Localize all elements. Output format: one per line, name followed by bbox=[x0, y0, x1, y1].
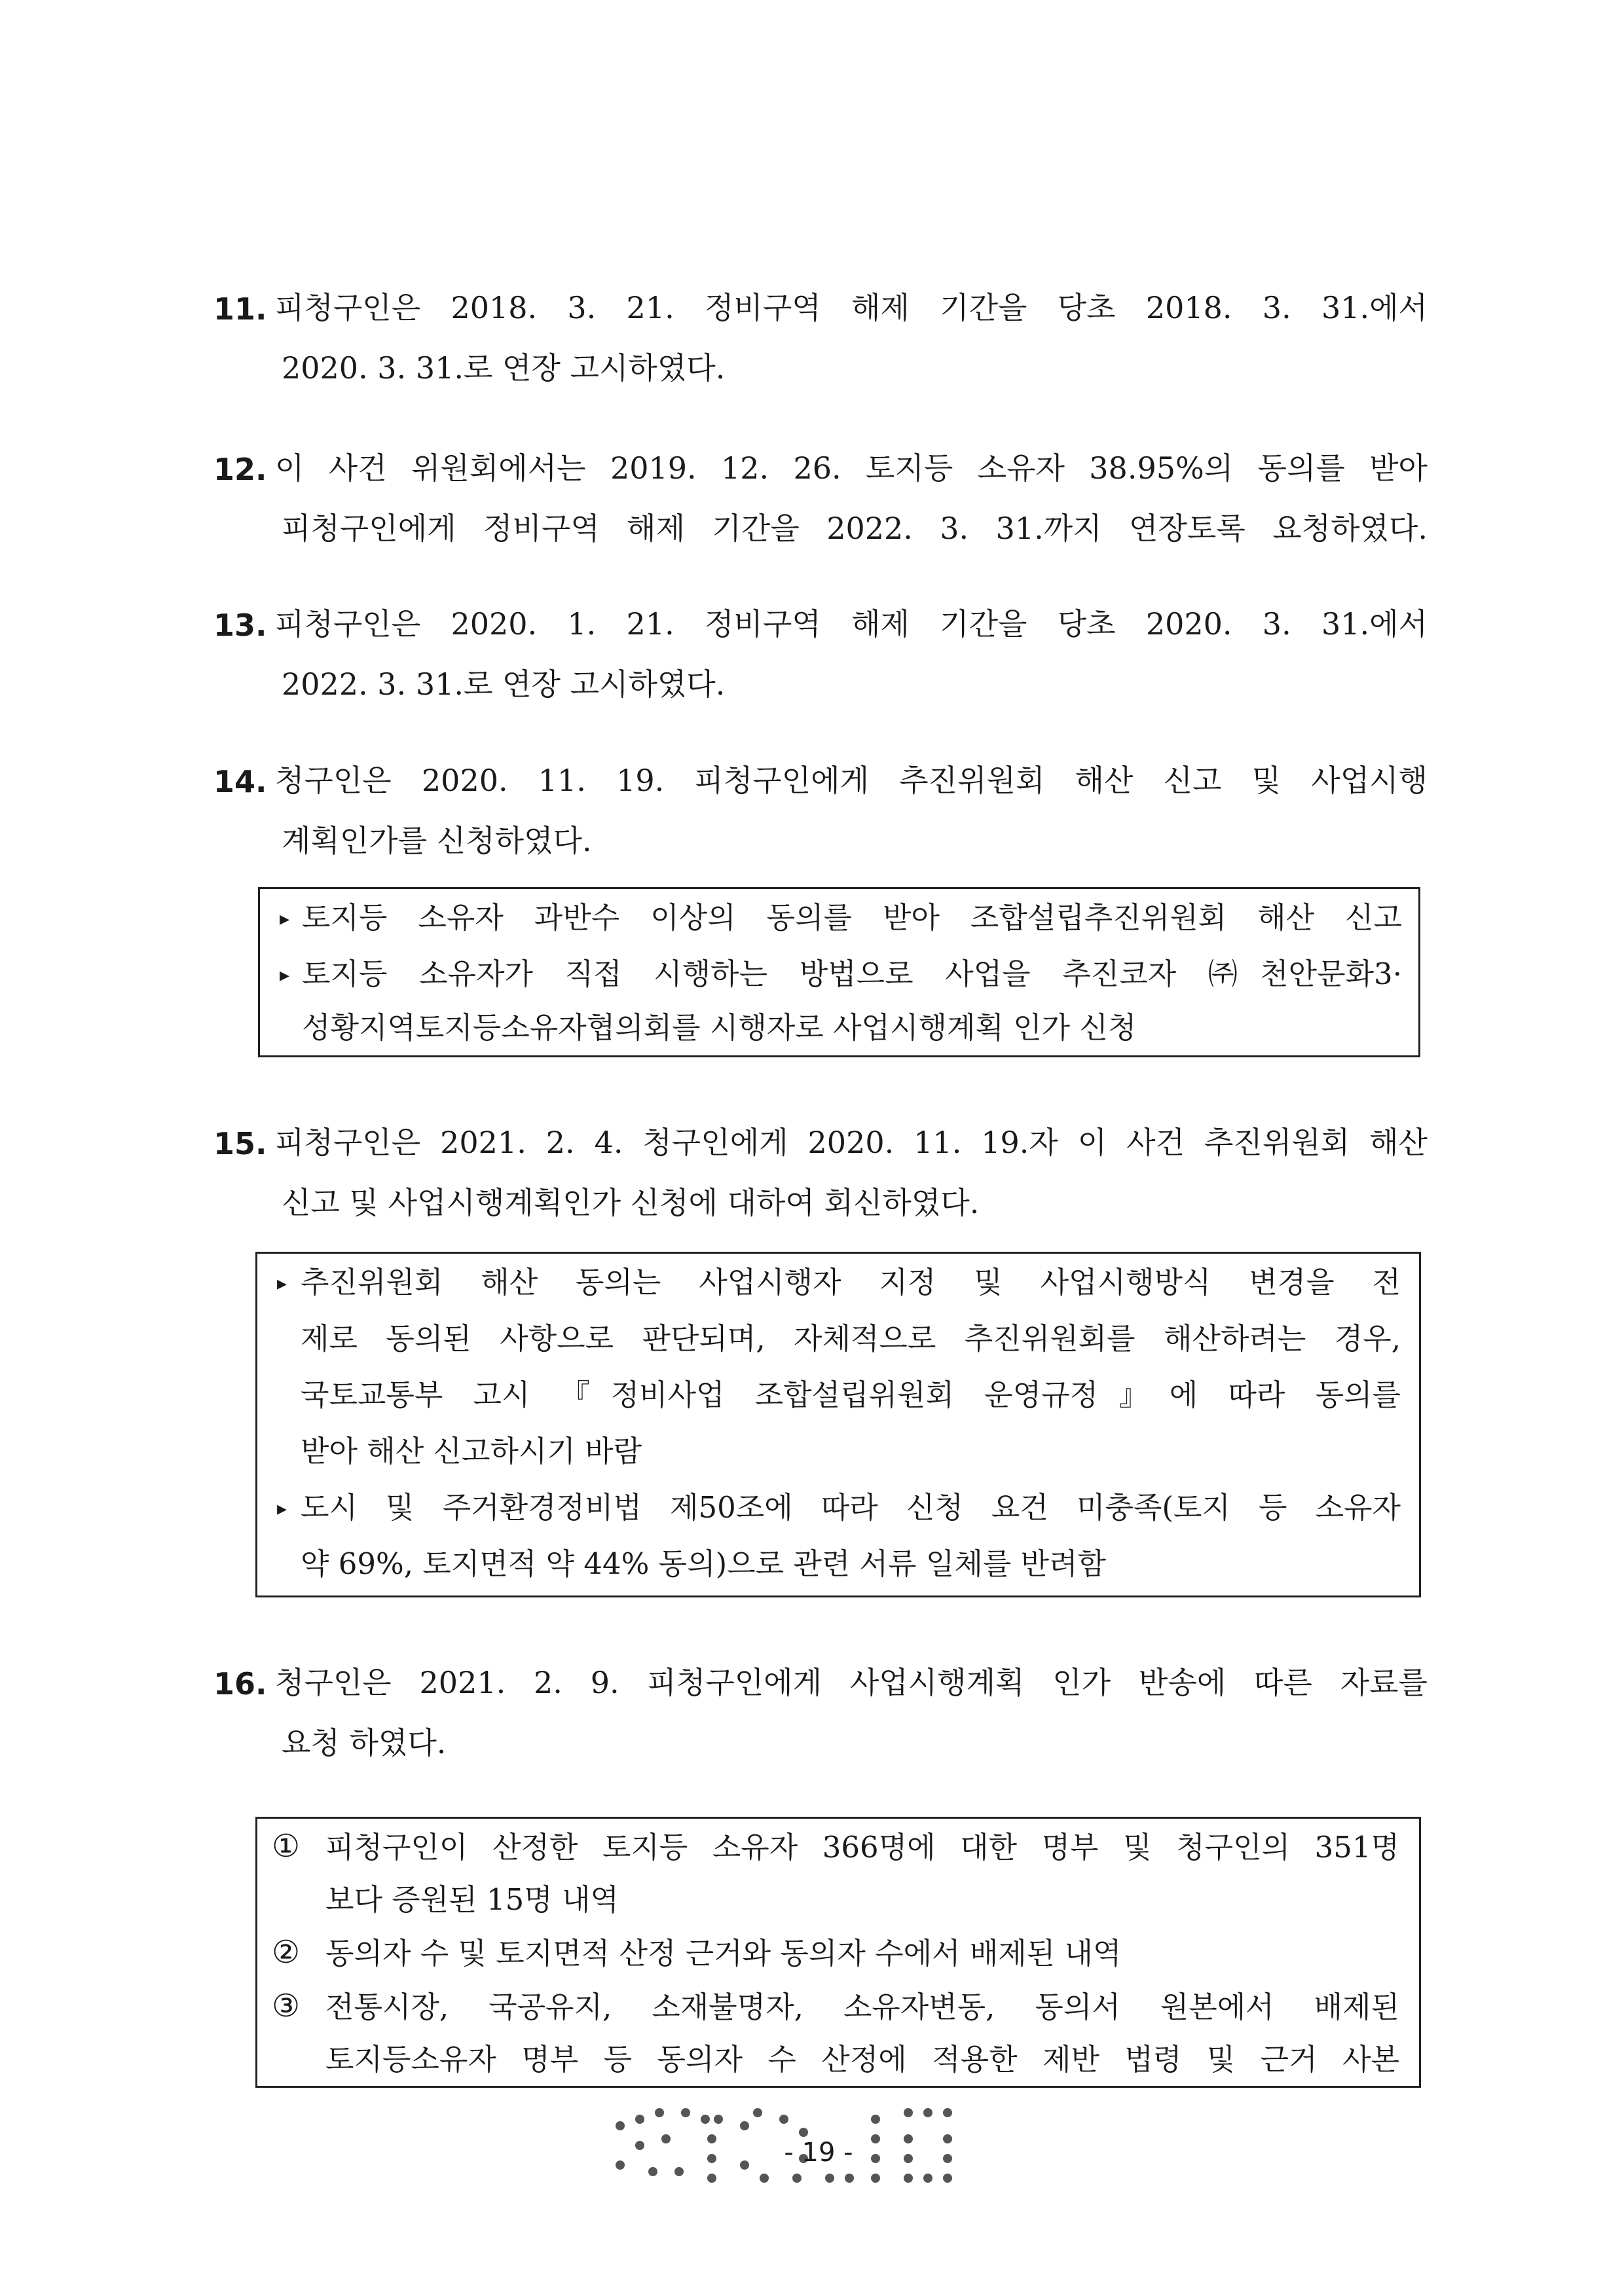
box-text-line: 도시 및 주거환경정비법 제50조에 따라 신청 요건 미충족(토지 등 소유자 bbox=[301, 1490, 1401, 1525]
arrow-bullet-icon: ▸ bbox=[277, 1497, 287, 1520]
item-text-line: 요청 하였다. bbox=[282, 1725, 447, 1760]
item-text-line: 청구인은 2021. 2. 9. 피청구인에게 사업시행계획 인가 반송에 따른 자료를 bbox=[275, 1665, 1428, 1700]
box-text-line: 토지등소유자 명부 등 동의자 수 산정에 적용한 제반 법령 및 근거 사본 bbox=[325, 2042, 1399, 2077]
box-text-line: 제로 동의된 사항으로 판단되며, 자체적으로 추진위원회를 해산하려는 경우, bbox=[301, 1321, 1401, 1356]
circled-one-icon: ① bbox=[272, 1828, 301, 1865]
item-text-line: 피청구인에게 정비구역 해제 기간을 2022. 3. 31.까지 연장토록 요청하였다. bbox=[282, 511, 1428, 546]
box-item-16 bbox=[255, 1817, 1421, 2088]
box-text-line: 추진위원회 해산 동의는 사업시행자 지정 및 사업시행방식 변경을 전 bbox=[301, 1265, 1401, 1300]
box-item-15 bbox=[255, 1252, 1421, 1597]
item-number: 12. bbox=[213, 452, 267, 487]
item-text-line: 청구인은 2020. 11. 19. 피청구인에게 추진위원회 해산 신고 및 사업시행 bbox=[275, 763, 1428, 798]
arrow-bullet-icon: ▸ bbox=[280, 907, 290, 930]
circled-two-icon: ② bbox=[272, 1934, 301, 1971]
item-text-line: 이 사건 위원회에서는 2019. 12. 26. 토지등 소유자 38.95%의 동의를 받아 bbox=[275, 450, 1428, 486]
item-text-line: 2020. 3. 31.로 연장 고시하였다. bbox=[282, 350, 726, 386]
box-text-line: 성황지역토지등소유자협의회를 시행자로 사업시행계획 인가 신청 bbox=[302, 1010, 1137, 1045]
box-item-14 bbox=[258, 887, 1420, 1057]
item-number: 14. bbox=[213, 764, 267, 799]
item-number: 13. bbox=[213, 608, 267, 643]
box-text-line: 받아 해산 신고하시기 바람 bbox=[301, 1434, 642, 1468]
arrow-bullet-icon: ▸ bbox=[277, 1272, 287, 1295]
item-text-line: 피청구인은 2021. 2. 4. 청구인에게 2020. 11. 19.자 이 사건 추진위원회 해산 bbox=[275, 1125, 1428, 1160]
arrow-bullet-icon: ▸ bbox=[280, 964, 290, 987]
box-text-line: 토지등 소유자 과반수 이상의 동의를 받아 조합설립추진위원회 해산 신고 bbox=[302, 900, 1402, 935]
item-number: 16. bbox=[213, 1666, 267, 1702]
box-text-line: 국토교통부 고시 『정비사업 조합설립위원회 운영규정』에 따라 동의를 bbox=[301, 1377, 1401, 1412]
item-text-line: 계획인가를 신청하였다. bbox=[282, 823, 592, 858]
box-text-line: 전통시장, 국공유지, 소재불명자, 소유자변동, 동의서 원본에서 배제된 bbox=[325, 1990, 1399, 2024]
box-text-line: 동의자 수 및 토지면적 산정 근거와 동의자 수에서 배제된 내역 bbox=[325, 1936, 1122, 1971]
page-number: - 19 - bbox=[784, 2138, 853, 2168]
item-number: 15. bbox=[213, 1126, 267, 1161]
box-text-line: 약 69%, 토지면적 약 44% 동의)으로 관련 서류 일체를 반려함 bbox=[301, 1546, 1107, 1581]
box-text-line: 피청구인이 산정한 토지등 소유자 366명에 대한 명부 및 청구인의 351명 bbox=[325, 1830, 1399, 1865]
item-text-line: 피청구인은 2020. 1. 21. 정비구역 해제 기간을 당초 2020. 3. 31.에서 bbox=[275, 606, 1428, 642]
box-text-line: 토지등 소유자가 직접 시행하는 방법으로 사업을 추진코자 ㈜천안문화3· bbox=[302, 957, 1402, 991]
box-text-line: 보다 증원된 15명 내역 bbox=[325, 1882, 619, 1917]
item-text-line: 피청구인은 2018. 3. 21. 정비구역 해제 기간을 당초 2018. 3. 31.에서 bbox=[275, 290, 1428, 325]
item-text-line: 신고 및 사업시행계획인가 신청에 대하여 회신하였다. bbox=[282, 1185, 980, 1220]
item-text-line: 2022. 3. 31.로 연장 고시하였다. bbox=[282, 666, 726, 702]
item-number: 11. bbox=[213, 291, 267, 327]
circled-three-icon: ③ bbox=[272, 1988, 301, 2024]
